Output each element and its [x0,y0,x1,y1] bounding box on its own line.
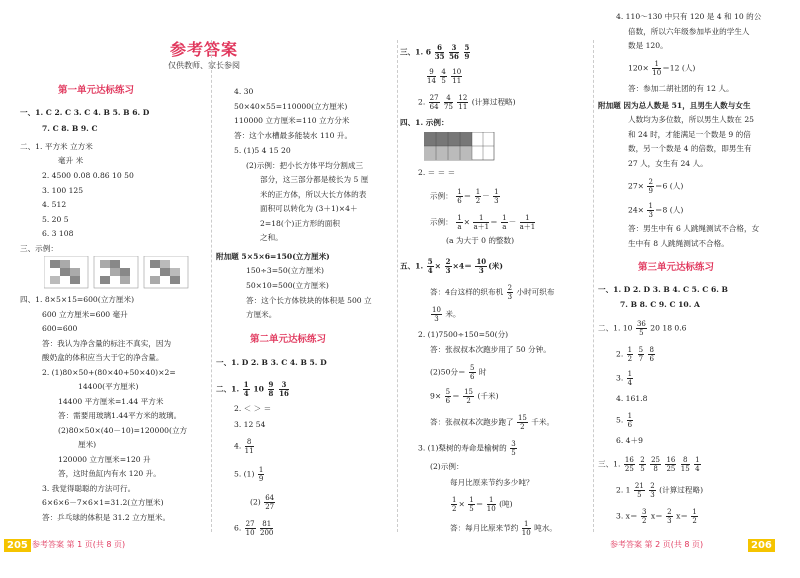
line-text: (2)50分＝ [430,367,466,377]
answer-line: 答：参加二胡社团的有 12 人。 [628,84,734,93]
cube-views-figure [44,256,194,290]
answer-line: 答：需要用玻璃1.44平方米的玻璃。 [58,411,182,420]
line-text: 6. [234,523,242,533]
answer-line [430,284,554,301]
answer-line: 人数均为多位数，所以男生人数在 25 [628,115,754,124]
answer-line: 3. 100 125 [42,186,84,195]
page-subtitle: 仅供教师、家长参阅 [168,61,240,70]
answer-line [450,520,557,537]
line-text: (计算过程略) [471,97,516,107]
fraction: $\frac{1}{a}$ [457,214,462,231]
fraction: $\frac{21}{5}$ [634,482,644,499]
answer-line: 27 人，女生有 24 人。 [628,159,708,168]
answer-line: 5. (1)5 4 15 20 [234,146,291,155]
line-text: 答：4台这样的织布机 [430,287,504,297]
answer-line: 7. C 8. B 9. C [42,124,98,133]
shaded-rectangle-figure [424,132,496,162]
column-divider [397,40,398,532]
answer-line: 四、1. 8×5×15=600(立方厘米) [20,295,135,304]
answer-line: 一、1. D 2. D 3. B 4. C 5. C 6. B [598,285,728,294]
answer-line: 2. ＜ ＞ ＝ [234,404,272,413]
answer-line [430,414,554,431]
line-text: 小时可织布 [516,287,555,297]
answer-line: (a 为大于 0 的整数) [446,236,515,245]
answer-line: 2. $\frac{27}{64}$ $\frac{4}{75}$ $\frac{12}{11}$ (计算过程略) [418,94,516,111]
fraction: $\frac{3}{16}$ [279,380,289,398]
column-divider [593,40,594,532]
answer-line: 附加题 5×5×6=150(立方厘米) [216,252,330,261]
fraction: $\frac{9}{14}$ [427,68,436,85]
answer-line: 6. 4＋9 [616,436,643,445]
footer-left-text: 参考答案 第 1 页(共 8 页) [32,540,126,549]
answer-line: 2. (1)7500÷150=50(分) [418,330,509,339]
fraction: $\frac{8}{11}$ [244,438,254,455]
answer-line [430,306,461,323]
line-text: (2) [250,497,261,507]
cube-view-2 [94,256,138,288]
fraction: $\frac{3}{56}$ [449,43,459,61]
fraction: $\frac{2}{3}$ [507,284,513,301]
answer-line: 厘米) [78,440,97,449]
fraction: $\frac{5}{7}$ [638,346,644,363]
line-text: 时 [478,367,487,377]
answer-line: 600=600 [42,324,78,333]
fraction: $\frac{15}{2}$ [464,388,474,405]
answer-line: 答：乒乓球的体积是 31.2 立方厘米。 [42,513,171,522]
answer-line: 2=18(个)正方形的面积 [260,219,340,228]
fraction: $\frac{2}{3}$ [445,257,451,275]
line-text: 10 [253,384,264,394]
fraction: $\frac{9}{8}$ [268,380,274,398]
fraction: $\frac{81}{200}$ [260,520,274,537]
line-text: 示例： [430,217,453,227]
page-number-right: 206 [748,539,775,552]
answer-line: 120000 立方厘米=120 升 [58,455,151,464]
unit-1-title: 第一单元达标练习 [58,85,135,96]
answer-line: 7. B 8. C 9. C 10. A [620,300,700,309]
footer-right-text: 参考答案 第 2 页(共 8 页) [610,540,704,549]
fraction: $\frac{12}{11}$ [458,94,468,111]
answer-line [616,508,699,525]
line-text: (人) [681,63,696,73]
answer-line: 米的正方体，所以大长方体的表 [260,190,367,199]
line-text: 二、1. [216,384,240,394]
answer-line: 答：男生中有 6 人跳绳测试不合格，女 [628,224,760,233]
answer-line: 五、1. $\frac{5}{4}$ × $\frac{2}{3}$ ×4＝ $\frac{10}{3}$ (米) [400,257,503,275]
line-text: (吨) [499,499,513,509]
fraction: $\frac{1}{a}$ [502,214,507,231]
answer-line: 和 24 时，才能满足一个数是 9 的倍 [628,130,751,139]
answer-line [616,482,703,499]
unit-2-title: 第二单元达标练习 [250,334,327,345]
fraction: $\frac{5}{6}$ [470,364,475,381]
fraction: $\frac{3}{2}$ [641,508,647,525]
answer-line: 一、1. D 2. B 3. C 4. B 5. D [216,358,327,367]
answer-line: 2. ＝ ＝ ＝ [418,168,456,177]
fraction: $\frac{2}{5}$ [640,456,645,473]
answer-line: 二、1. 平方米 立方米 [20,142,93,151]
answer-line [250,494,276,511]
answer-line: 27× $\frac{2}{9}$ ＝6 (人) [628,178,684,195]
answer-line [234,466,265,483]
answer-line [616,412,634,429]
fraction: $\frac{1}{a+1}$ [519,214,536,231]
fraction: $\frac{1}{2}$ [627,346,633,363]
fraction: $\frac{1}{10}$ [521,520,531,537]
fraction: $\frac{16}{25}$ [666,456,676,473]
line-text: 2. [616,349,624,359]
fraction: $\frac{1}{10}$ [652,60,662,77]
answer-line [598,320,687,337]
cube-view-1 [44,256,88,288]
answer-line: 2. 4500 0.08 0.86 10 50 [42,171,134,180]
fraction: $\frac{1}{3}$ [648,202,653,219]
answer-line: 9× $\frac{5}{6}$ ＝ $\frac{15}{2}$ (千米) [430,388,499,405]
answer-line: (2)示例： [430,462,464,471]
fraction: $\frac{5}{6}$ [445,388,451,405]
answer-line: 150÷3=50(立方厘米) [246,266,325,275]
answer-line: 毫升 米 [58,156,84,165]
line-text: (人) [669,181,684,191]
answer-line: 6. 3 108 [42,229,74,238]
answer-line: 答：这个水槽最多能装水 110 升。 [234,131,353,140]
answer-line: 部分，这三部分都是棱长为 5 厘 [260,175,369,184]
answer-line [616,346,656,363]
answer-line: 答：张叔叔本次跑步用了 50 分钟。 [430,345,551,354]
line-text: 三、1. 6 [400,47,432,57]
line-text: 答：张叔叔本次跑步跑了 [430,417,514,427]
answer-line: 酸奶盒的体积应当大于它的净含量。 [42,353,164,362]
line-text: 5. (1) [234,469,255,479]
answer-line: 2. (1)80×50+(80×40+50×40)×2= [42,368,176,377]
answer-line: 倍数，所以六年级参加毕业的学生人 [628,27,750,36]
fraction: $\frac{64}{27}$ [265,494,275,511]
fraction: $\frac{1}{a+1}$ [473,214,490,231]
line-text: 答：每月比原来节约 [450,523,519,533]
column-divider [211,40,212,532]
answer-line [234,520,274,537]
page-number-left: 205 [4,539,31,552]
fraction: $\frac{10}{3}$ [476,257,487,275]
answer-line: 数是 120。 [628,41,668,50]
line-text: 千米。 [531,417,555,427]
line-text: 3. (1)梨树的寿命是榆树的 [418,443,507,453]
answer-line: 附加题 因为总人数是 51，且男生人数与女生 [598,101,751,110]
fraction: $\frac{1}{2}$ [452,496,457,513]
answer-line: 数，另一个数是 4 的倍数，即男生有 [628,144,752,153]
fraction: $\frac{1}{6}$ [627,412,633,429]
answer-line: 答，这时鱼缸内有水 120 升。 [58,469,161,478]
fraction: $\frac{1}{4}$ [243,380,249,398]
fraction: $\frac{1}{4}$ [627,370,633,387]
answer-line [418,440,518,457]
fraction: $\frac{4}{75}$ [444,94,453,111]
fraction: $\frac{8}{6}$ [649,346,654,363]
line-text: x＝ [650,511,663,521]
fraction: $\frac{1}{4}$ [695,456,700,473]
fraction: $\frac{1}{3}$ [494,188,499,205]
answer-line [430,364,487,381]
answer-line: 50×10=500(立方厘米) [246,281,329,290]
answer-line: 四、1. 示例： [400,118,449,127]
fraction: $\frac{1}{9}$ [258,466,264,483]
fraction: $\frac{5}{4}$ [427,257,433,275]
line-text: x＝ [676,511,688,521]
answer-line: 4. 161.8 [616,394,648,403]
fraction: $\frac{3}{5}$ [511,440,516,457]
answer-line: 5. 20 5 [42,215,69,224]
cube-view-3 [144,256,188,288]
answer-line [400,44,471,61]
answer-line: 120× $\frac{1}{10}$ ＝12 (人) [628,60,696,77]
answer-line: (2)80×50×(40－10)=120000(立方 [58,426,188,435]
page-title: 参考答案 [170,40,239,59]
answer-line [426,68,463,85]
answer-line: 一、1. C 2. C 3. C 4. B 5. B 6. D [20,108,150,117]
fraction: $\frac{6}{35}$ [434,43,445,61]
answer-line [216,381,290,398]
line-text: 2. 1 [616,485,631,495]
line-text: 二、1. 10 [598,323,633,333]
answer-line: 50×40×55=110000(立方厘米) [234,102,348,111]
line-text: 20 18 0.6 [650,323,687,333]
fraction: $\frac{2}{3}$ [667,508,672,525]
line-text: 五、1. [400,261,424,271]
line-text: 示例： [430,191,453,201]
fraction: $\frac{2}{9}$ [648,178,653,195]
line-text: 5. [616,415,624,425]
fraction: $\frac{5}{9}$ [464,43,470,61]
answer-line: 4. 110～130 中只有 120 是 4 和 10 的公 [616,12,762,21]
line-text: 3. [616,373,624,383]
fraction: $\frac{1}{2}$ [475,188,481,205]
answer-line: 方厘米。 [246,310,277,319]
line-text: 吨水。 [534,523,557,533]
answer-line: 600 立方厘米=600 毫升 [42,310,128,319]
answer-line [234,438,255,455]
answer-line [616,370,634,387]
line-text: (人) [669,205,684,215]
fraction: $\frac{1}{5}$ [469,496,474,513]
answer-line: 3. 12 54 [234,420,266,429]
fraction: $\frac{10}{11}$ [452,68,462,85]
fraction: $\frac{8}{15}$ [680,456,690,473]
fraction: $\frac{15}{2}$ [517,414,527,431]
line-text: (千米) [477,391,499,401]
answer-line: 示例： $\frac{1}{a}$ × $\frac{1}{a+1}$ ＝ $\frac{1}{a}$ － $\frac{1}{a+1}$ [430,214,536,231]
fraction: $\frac{10}{3}$ [432,306,441,323]
fraction: $\frac{2}{3}$ [650,482,655,499]
answer-line: 之和。 [260,233,283,242]
answer-line: (2)示例：把小长方体平均分割成三 [246,161,364,170]
fraction: $\frac{27}{10}$ [245,520,255,537]
answer-line: 面积可以转化为 (3＋1)×4＋ [260,204,358,213]
answer-line: 答：我认为净含量的标注不真实，因为 [42,339,172,348]
line-text: 米。 [445,309,461,319]
answer-line: 14400 平方厘米=1.44 平方米 [58,397,164,406]
answer-line: 示例： $\frac{1}{6}$ ＝ $\frac{1}{2}$ － $\frac{1}{3}$ [430,188,499,205]
answer-line: 三、示例： [20,244,58,253]
fraction: $\frac{1}{2}$ [692,508,697,525]
answer-line: 4. 30 [234,87,254,96]
answer-line: 4. 512 [42,200,67,209]
fraction: $\frac{27}{64}$ [429,94,439,111]
fraction: $\frac{1}{6}$ [457,188,462,205]
fraction: $\frac{25}{8}$ [651,456,661,473]
fraction: $\frac{16}{25}$ [624,456,634,473]
answer-line [598,456,702,473]
fraction: $\frac{4}{5}$ [441,68,446,85]
answer-line: 110000 立方厘米=110 立方分米 [234,116,350,125]
answer-line: $\frac{1}{2}$ × $\frac{1}{5}$ ＝ $\frac{1}{10}$ (吨) [452,496,513,513]
answer-line: 6×6×6－7×6×1=31.2(立方厘米) [42,498,164,507]
line-text: 4. [234,441,242,451]
line-text: 3. x＝ [616,511,638,521]
answer-line: 每月比原来节约多少吨？ [450,478,534,487]
answer-line: 3. 我觉得聪聪的方法可行。 [42,484,136,493]
fraction: $\frac{36}{5}$ [636,320,646,337]
answer-line: 24× $\frac{1}{3}$ ＝8 (人) [628,202,684,219]
answer-line: 生中有 8 人跳绳测试不合格。 [628,239,729,248]
line-text: (计算过程略) [659,485,704,495]
unit-3-title: 第三单元达标练习 [638,262,715,273]
answer-line: 14400(平方厘米) [78,382,139,391]
answer-line: 答：这个长方体铁块的体积是 500 立 [246,296,372,305]
line-text: 三、1. [598,459,621,469]
fraction: $\frac{1}{10}$ [486,496,496,513]
